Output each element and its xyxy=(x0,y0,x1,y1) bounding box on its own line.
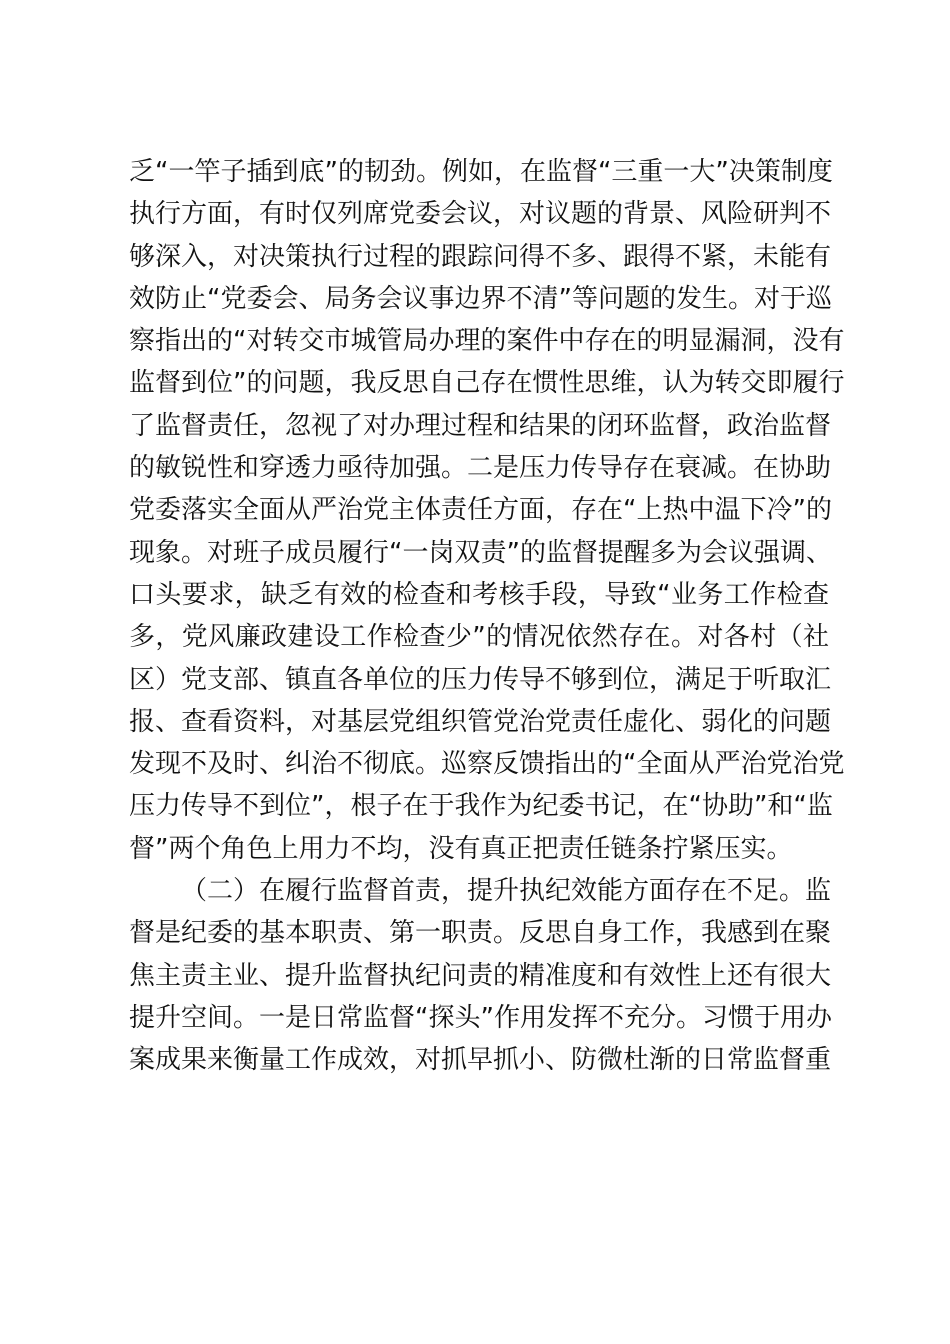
text-line: 的敏锐性和穿透力亟待加强。二是压力传导存在衰减。在协助 xyxy=(129,453,832,484)
text-line: 多，党风廉政建设工作检查少”的情况依然存在。对各村（社 xyxy=(129,622,829,653)
text-line: 效防止“党委会、局务会议事边界不清”等问题的发生。对于巡 xyxy=(129,283,832,314)
text-line: 现象。对班子成员履行“一岗双责”的监督提醒多为会议强调、 xyxy=(129,537,832,568)
text-line: 报、查看资料，对基层党组织管党治党责任虚化、弱化的问题 xyxy=(129,706,832,737)
text-line: 案成果来衡量工作成效，对抓早抓小、防微杜渐的日常监督重 xyxy=(129,1045,832,1076)
text-line: 区）党支部、镇直各单位的压力传导不够到位，满足于听取汇 xyxy=(129,664,832,695)
paragraph-end-line: 督”两个角色上用力不均，没有真正把责任链条拧紧压实。 xyxy=(129,833,793,864)
text-line: 提升空间。一是日常监督“探头”作用发挥不充分。习惯于用办 xyxy=(129,1002,832,1033)
text-line: 压力传导不到位”，根子在于我作为纪委书记，在“协助”和“监 xyxy=(129,791,833,822)
text-line: 够深入，对决策执行过程的跟踪问得不多、跟得不紧，未能有 xyxy=(129,241,832,272)
section-heading-line: （二）在履行监督首责，提升执纪效能方面存在不足。监 xyxy=(181,876,832,907)
text-line: 监督到位”的问题，我反思自己存在惯性思维，认为转交即履行 xyxy=(129,368,845,399)
text-line: 察指出的“对转交市城管局办理的案件中存在的明显漏洞，没有 xyxy=(129,326,845,357)
text-line: 督是纪委的基本职责、第一职责。反思自身工作，我感到在聚 xyxy=(129,918,832,949)
text-line: 党委落实全面从严治党主体责任方面，存在“上热中温下冷”的 xyxy=(129,495,832,526)
text-line: 口头要求，缺乏有效的检查和考核手段，导致“业务工作检查 xyxy=(129,579,829,610)
text-line: 了监督责任，忽视了对办理过程和结果的闭环监督，政治监督 xyxy=(129,410,832,441)
text-line: 乏“一竿子插到底”的韧劲。例如，在监督“三重一大”决策制度 xyxy=(129,157,833,187)
text-line: 执行方面，有时仅列席党委会议，对议题的背景、风险研判不 xyxy=(129,199,832,230)
text-line: 焦主责主业、提升监督执纪问责的精准度和有效性上还有很大 xyxy=(129,960,832,991)
text-line: 发现不及时、纠治不彻底。巡察反馈指出的“全面从严治党治党 xyxy=(129,749,845,780)
body-text xyxy=(129,151,845,1082)
